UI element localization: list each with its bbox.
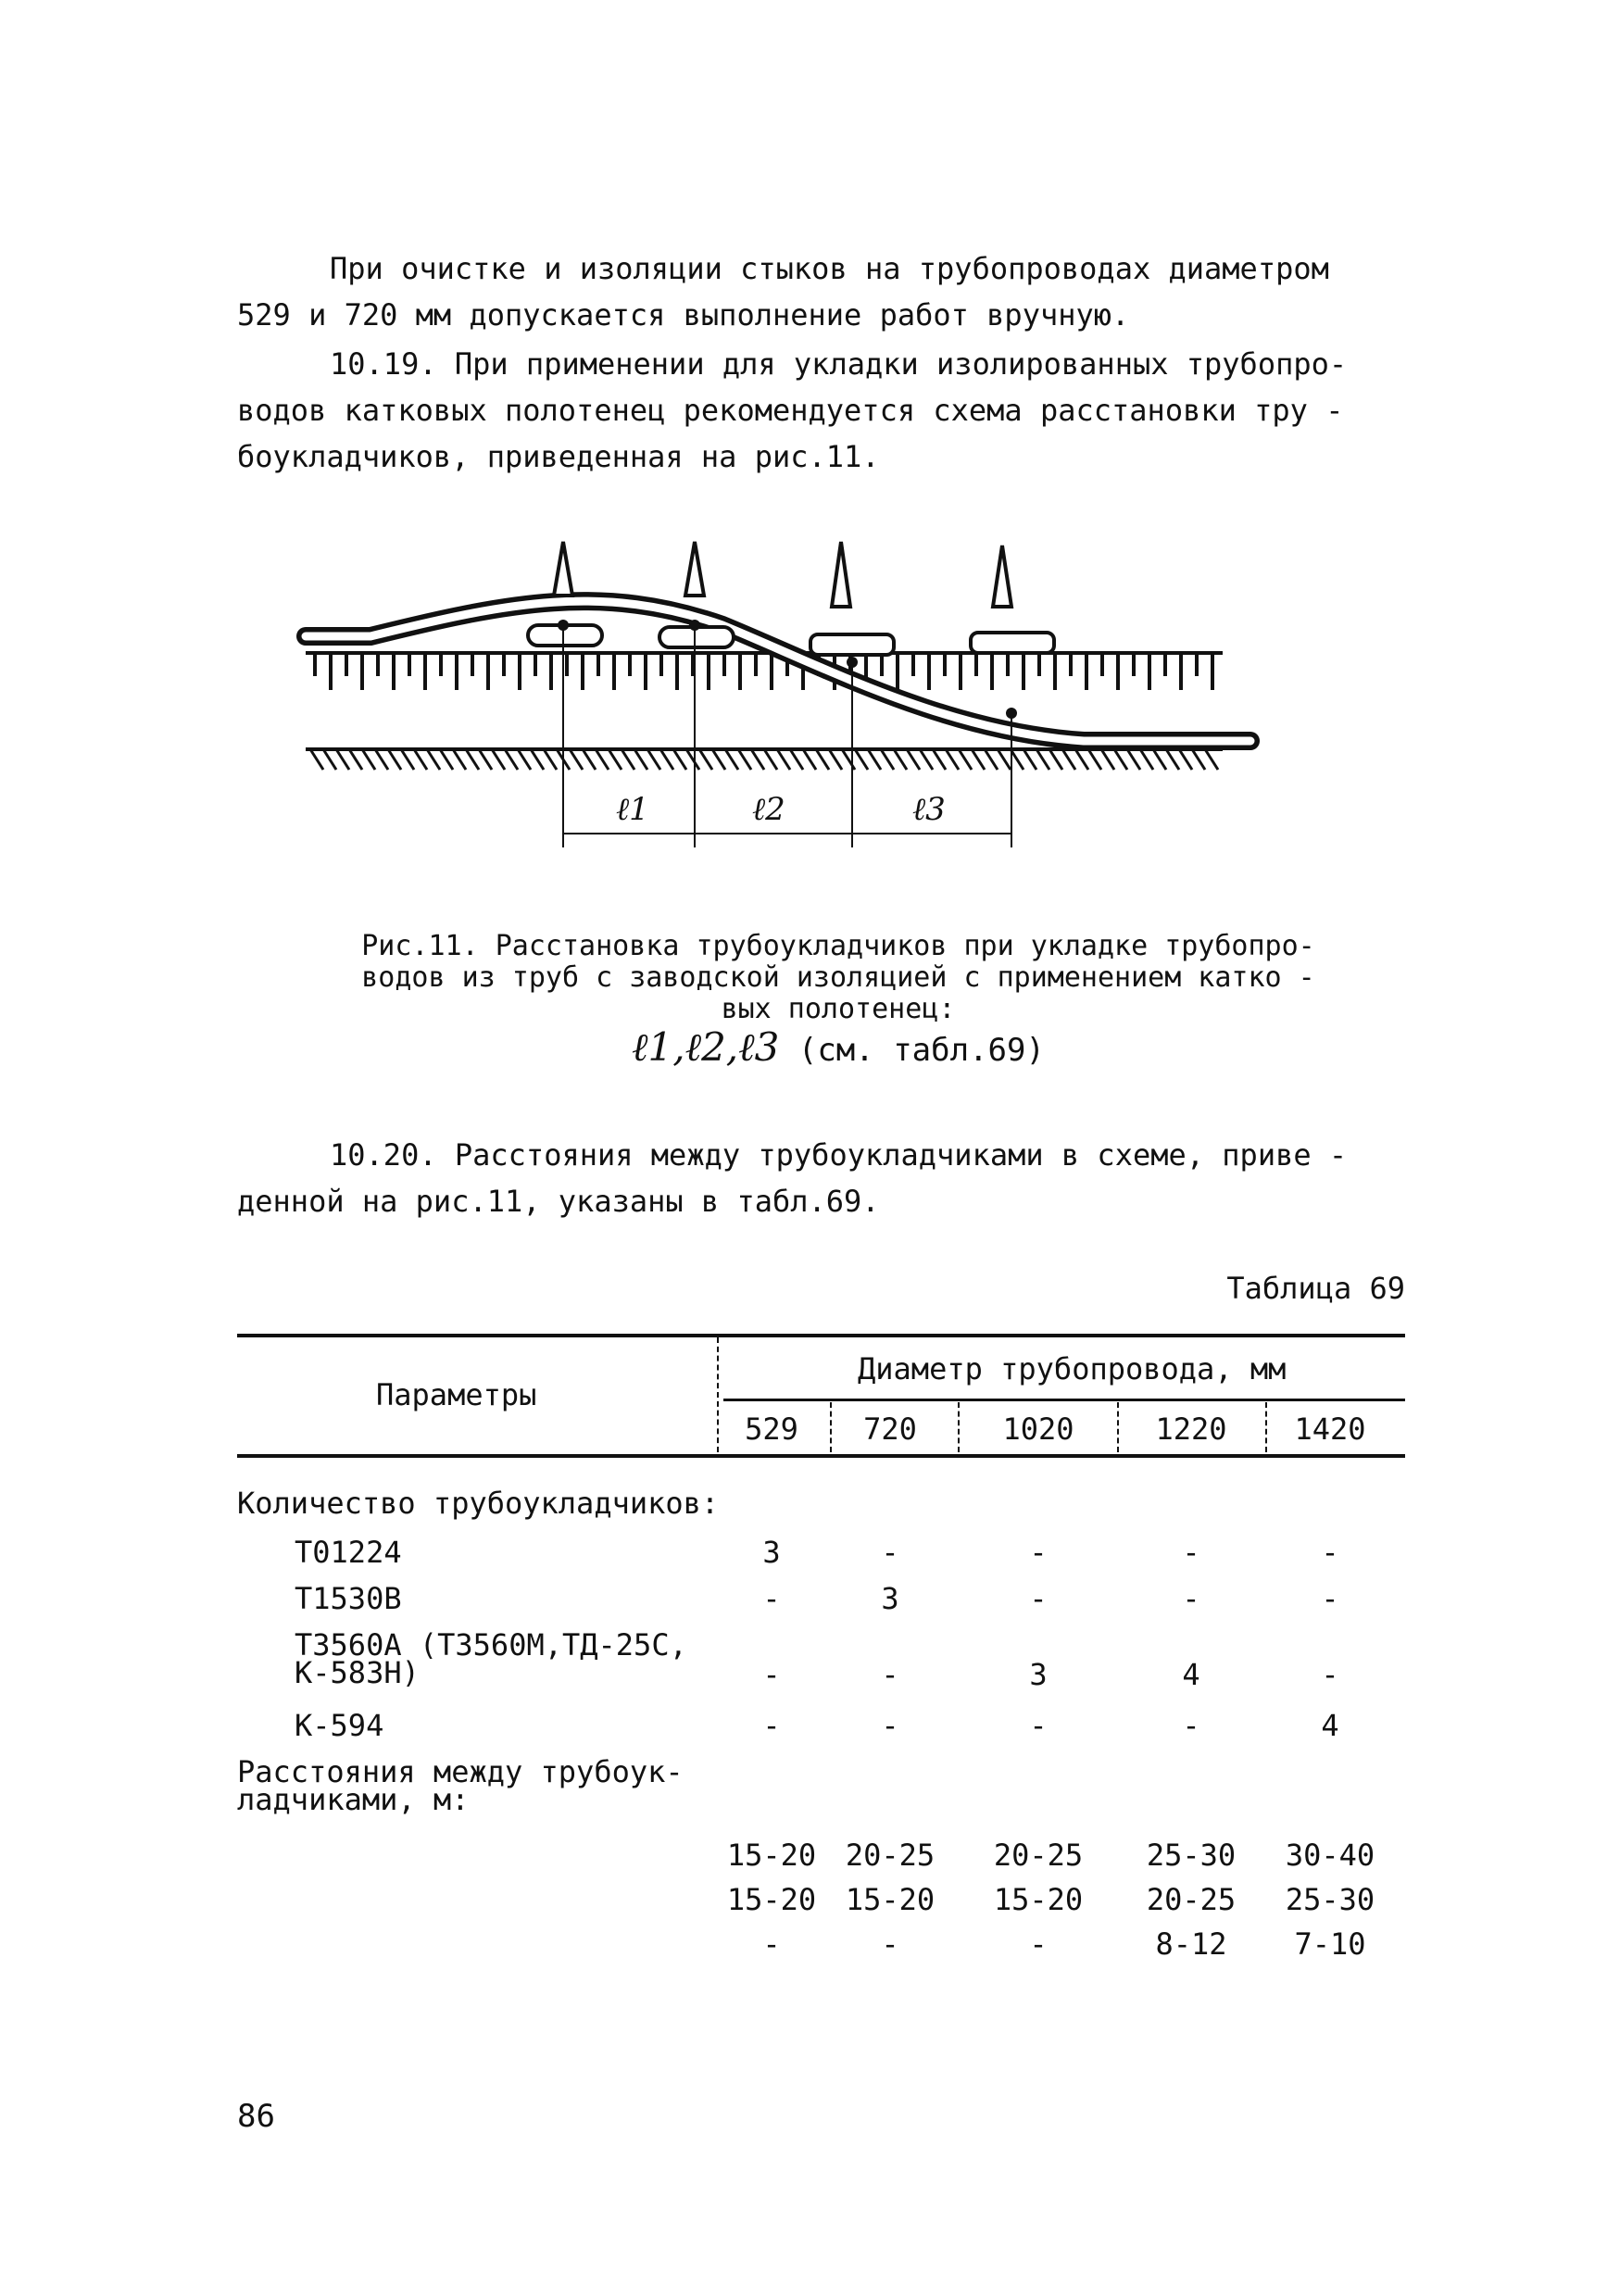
paragraph-2-line-3: боукладчиков, приведенная на рис.11.	[237, 439, 880, 474]
hatch-slash	[712, 749, 725, 770]
table-cell: 20-25	[845, 1838, 936, 1873]
table-cell: -	[881, 1926, 899, 1962]
table-cell: -	[1029, 1926, 1048, 1962]
hatch-slash	[1049, 749, 1062, 770]
paragraph-2-line-1: 10.19. При применении для укладки изолированных трубопро-	[330, 346, 1348, 382]
ground-hatching	[315, 653, 1212, 690]
hatch-slash	[985, 749, 998, 770]
table-title: Таблица 69	[1226, 1271, 1405, 1306]
table-cell: -	[1029, 1581, 1048, 1616]
hatch-slash	[401, 749, 414, 770]
hatch-slash	[1011, 749, 1023, 770]
hatch-slash	[466, 749, 479, 770]
paragraph-2	[237, 341, 1413, 480]
caption-line-3: вых полотенец:	[721, 993, 956, 1025]
pipelayer-3	[810, 542, 894, 655]
paragraph-3-line-1: 10.20. Расстояния между трубоукладчиками в схеме, приве -	[330, 1137, 1348, 1173]
table-cell: -	[1321, 1535, 1339, 1570]
header-diameter-group: Диаметр трубопровода, мм	[858, 1351, 1287, 1386]
table-cell: 4	[1321, 1708, 1339, 1743]
table-top-rule	[237, 1334, 1405, 1337]
paragraph-1-line-1: При очистке и изоляции стыков на трубопроводах диаметром	[330, 251, 1329, 286]
hatch-slash	[1088, 749, 1101, 770]
table-cell: -	[762, 1926, 781, 1962]
label-l3: ℓ3	[912, 791, 946, 828]
table-cell: 3	[1029, 1657, 1048, 1692]
row-label: T01224	[295, 1535, 402, 1570]
paragraph-1	[237, 245, 1413, 338]
table-cell: -	[762, 1708, 781, 1743]
section-distance-line-1: Расстояния между трубоук-	[237, 1754, 684, 1789]
table-cell: 7-10	[1294, 1926, 1366, 1962]
hatch-slash	[609, 749, 622, 770]
hatch-slash	[362, 749, 375, 770]
hatch-slash	[803, 749, 816, 770]
paragraph-1-line-2: 529 и 720 мм допускается выполнение работ вручную.	[237, 297, 1130, 332]
paragraph-2-line-2: водов катковых полотенец рекомендуется схема расстановки тру -	[237, 393, 1344, 428]
table-cell: -	[881, 1708, 899, 1743]
caption-line-2: водов из труб с заводской изоляцией с применением катко -	[361, 961, 1315, 994]
column-529: 529	[745, 1411, 798, 1447]
hatch-slash	[440, 749, 453, 770]
hatch-slash	[855, 749, 868, 770]
col-separator-2	[958, 1402, 960, 1452]
hatch-slash	[1036, 749, 1049, 770]
hatch-slash	[686, 749, 699, 770]
section-pipelayer-count: Количество трубоукладчиков:	[237, 1486, 720, 1521]
table-cell: 15-20	[993, 1882, 1084, 1917]
hatch-slash	[998, 749, 1011, 770]
hatch-slash	[1114, 749, 1127, 770]
paragraph-3	[237, 1132, 1413, 1224]
hatch-slash	[933, 749, 946, 770]
hatch-slash	[1101, 749, 1114, 770]
table-cell: -	[881, 1657, 899, 1692]
table-cell: 8-12	[1155, 1926, 1227, 1962]
hatch-slash	[777, 749, 790, 770]
label-l2: ℓ2	[752, 791, 785, 828]
hatch-slash	[1153, 749, 1166, 770]
table-cell: 15-20	[726, 1882, 817, 1917]
row-label-continued: K-583H)	[295, 1655, 420, 1690]
caption-legend-symbols: ℓ1,ℓ2,ℓ3	[632, 1024, 780, 1070]
hatch-slash	[660, 749, 673, 770]
hatch-slash	[725, 749, 738, 770]
hatch-slash	[1179, 749, 1192, 770]
hatch-slash	[518, 749, 531, 770]
hatch-slash	[310, 749, 323, 770]
hatch-slash	[634, 749, 647, 770]
hatch-slash	[894, 749, 907, 770]
hatch-slash	[1166, 749, 1179, 770]
figure-caption	[278, 931, 1399, 1073]
hatch-slash	[1062, 749, 1075, 770]
hatch-slash	[1192, 749, 1205, 770]
table-cell: -	[1182, 1708, 1200, 1743]
header-param: Параметры	[376, 1377, 537, 1412]
hatch-slash	[1127, 749, 1140, 770]
hatch-slash	[505, 749, 518, 770]
table-cell: -	[1182, 1581, 1200, 1616]
hatch-slash	[738, 749, 751, 770]
column-1220: 1220	[1155, 1411, 1227, 1447]
column-720: 720	[863, 1411, 917, 1447]
hatch-slash	[647, 749, 660, 770]
hatch-slash	[375, 749, 388, 770]
table-cell: 25-30	[1146, 1838, 1237, 1873]
table-cell: -	[881, 1535, 899, 1570]
hatch-slash	[868, 749, 881, 770]
table-cell: -	[1321, 1581, 1339, 1616]
hatch-slash	[816, 749, 829, 770]
hatch-slash	[907, 749, 920, 770]
hatch-slash	[946, 749, 959, 770]
hatch-slash	[1205, 749, 1218, 770]
hatch-slash	[1140, 749, 1153, 770]
table-cell: 15-20	[726, 1838, 817, 1873]
pipelayer-2	[659, 542, 734, 647]
hatch-slash	[336, 749, 349, 770]
column-1020: 1020	[1002, 1411, 1074, 1447]
table-cell: 4	[1182, 1657, 1200, 1692]
hatch-slash	[829, 749, 842, 770]
caption-legend	[632, 1024, 1045, 1070]
column-1420: 1420	[1294, 1411, 1366, 1447]
hatch-slash	[673, 749, 686, 770]
table-cell: -	[1182, 1535, 1200, 1570]
hatch-slash	[570, 749, 583, 770]
table-cell: 15-20	[845, 1882, 936, 1917]
pipelayer-4	[971, 546, 1054, 653]
hatch-slash	[427, 749, 440, 770]
row-label: T1530B	[295, 1581, 402, 1616]
hatch-slash	[492, 749, 505, 770]
hatch-slash	[622, 749, 634, 770]
paragraph-3-line-2: денной на рис.11, указаны в табл.69.	[237, 1184, 880, 1219]
hatch-slash	[583, 749, 596, 770]
hatch-slash	[323, 749, 336, 770]
table-cell: 20-25	[1146, 1882, 1237, 1917]
hatch-slash	[764, 749, 777, 770]
table-cell: -	[1321, 1657, 1339, 1692]
table-cell: 30-40	[1285, 1838, 1375, 1873]
hatch-slash	[881, 749, 894, 770]
table-cell: -	[1029, 1535, 1048, 1570]
table-group-rule	[723, 1399, 1405, 1401]
hatch-slash	[699, 749, 712, 770]
table-cell: 20-25	[993, 1838, 1084, 1873]
hatch-slash	[349, 749, 362, 770]
hatch-slash	[972, 749, 985, 770]
col-separator-3	[1117, 1402, 1119, 1452]
table-cell: -	[762, 1657, 781, 1692]
table-cell: 25-30	[1285, 1882, 1375, 1917]
caption-legend-ref: (см. табл.69)	[797, 1032, 1045, 1069]
hatch-slash	[596, 749, 609, 770]
col-separator-param	[717, 1337, 719, 1452]
section-distance-line-2: ладчиками, м:	[237, 1782, 470, 1817]
hatch-slash	[479, 749, 492, 770]
row-label: T3560A (T3560M,ТД-25C,	[295, 1627, 687, 1662]
col-separator-4	[1265, 1402, 1267, 1452]
hatch-slash	[544, 749, 557, 770]
table-cell: 3	[881, 1581, 899, 1616]
col-separator-1	[830, 1402, 832, 1452]
hatch-slash	[531, 749, 544, 770]
page-number: 86	[237, 2098, 275, 2135]
label-l1: ℓ1	[616, 791, 649, 828]
hatch-slash	[959, 749, 972, 770]
hatch-slash	[920, 749, 933, 770]
hatch-slash	[751, 749, 764, 770]
trench-bottom-hatching	[310, 749, 1218, 770]
hatch-slash	[388, 749, 401, 770]
caption-line-1: Рис.11. Расстановка трубоукладчиков при укладке трубопро-	[361, 930, 1315, 962]
hatch-slash	[1023, 749, 1036, 770]
row-label: K-594	[295, 1708, 384, 1743]
hatch-slash	[414, 749, 427, 770]
table-cell: 3	[762, 1535, 781, 1570]
hatch-slash	[1075, 749, 1088, 770]
hatch-slash	[790, 749, 803, 770]
pipe-laying-diagram	[296, 533, 1278, 875]
hatch-slash	[453, 749, 466, 770]
table-cell: -	[762, 1581, 781, 1616]
table-cell: -	[1029, 1708, 1048, 1743]
table-header-rule	[237, 1454, 1405, 1458]
